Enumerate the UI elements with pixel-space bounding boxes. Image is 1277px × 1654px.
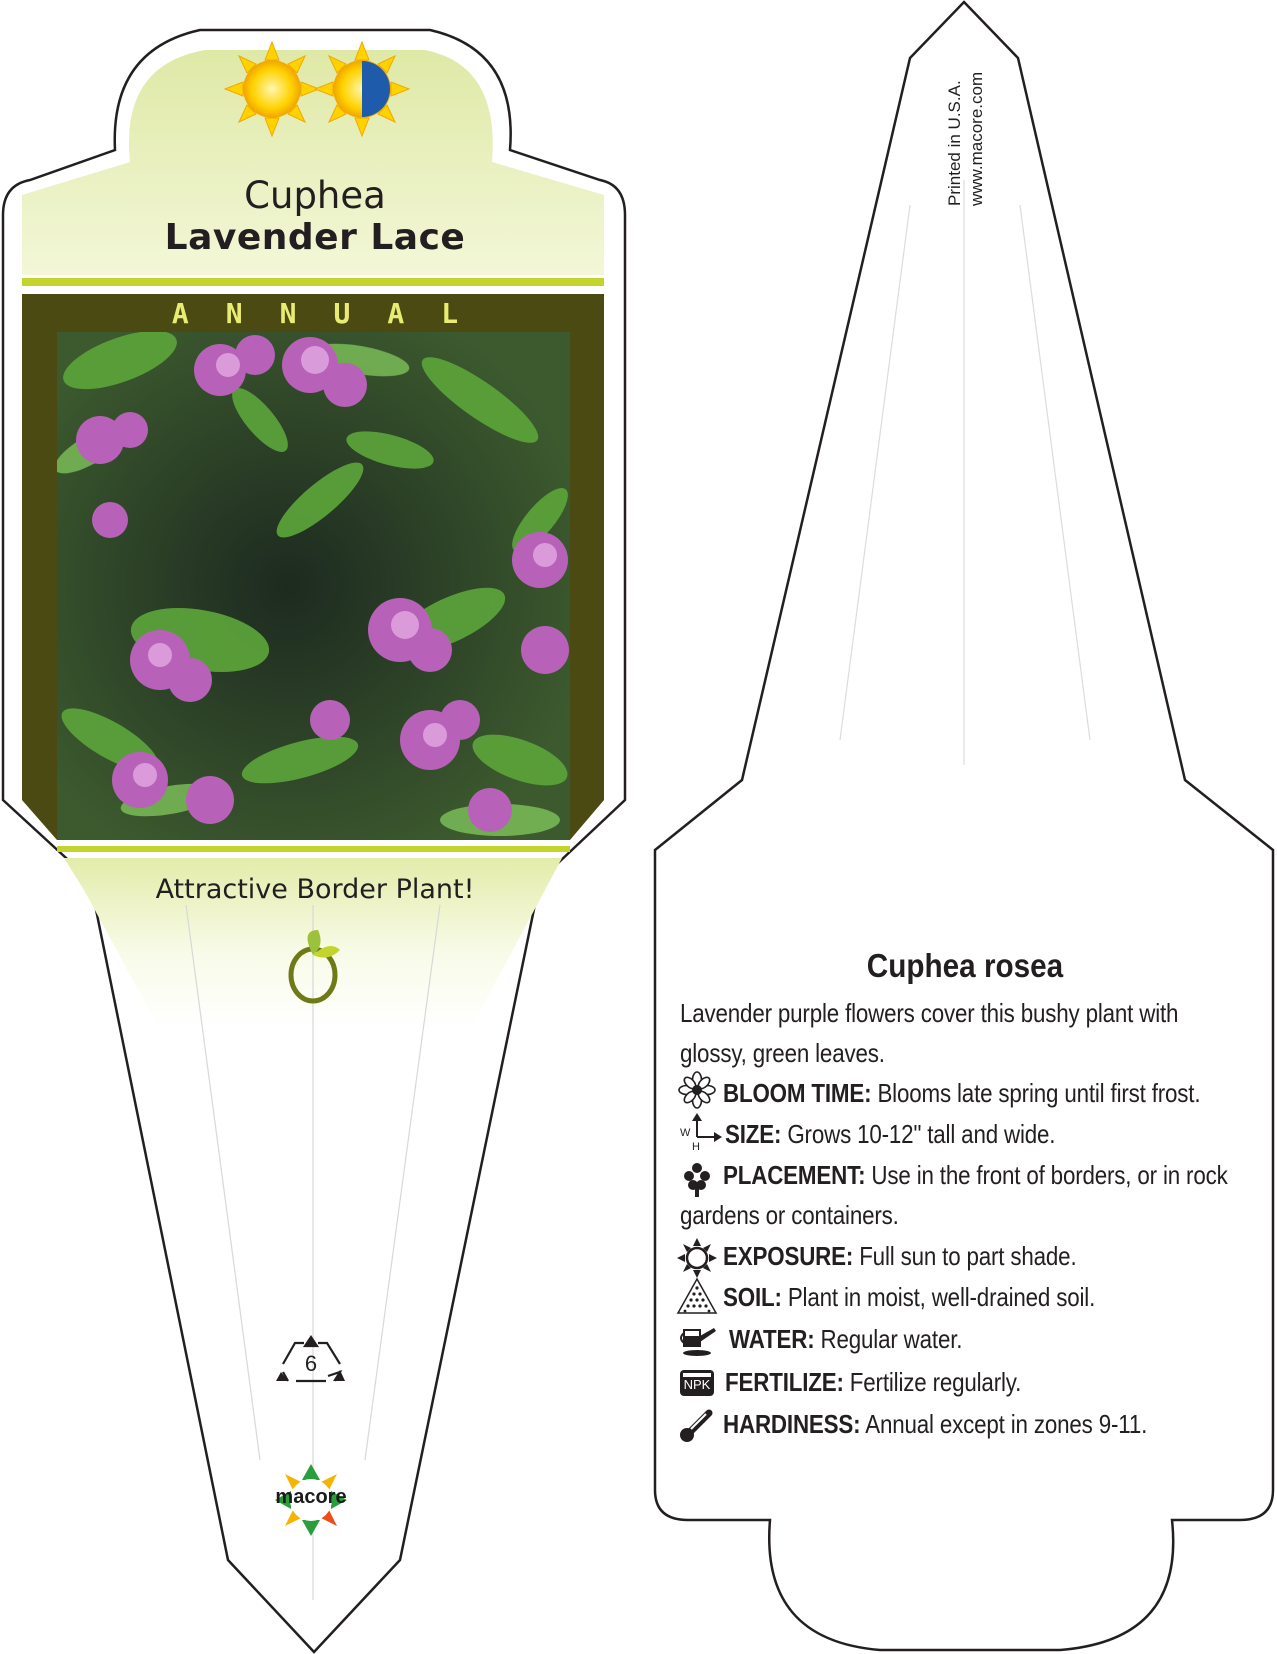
npk-letters: NPK: [683, 1377, 711, 1392]
green-band: [22, 278, 604, 286]
water-label: WATER:: [729, 1324, 815, 1354]
tagline: Attractive Border Plant!: [155, 874, 475, 905]
placement-continued: gardens or containers.: [680, 1200, 899, 1230]
part-sun-icon: [315, 42, 409, 136]
front-tag: [3, 30, 625, 1652]
size-label: SIZE:: [725, 1119, 782, 1149]
description-line-1: Lavender purple flowers cover this bushy plant with: [680, 998, 1179, 1028]
fertilize-row: [725, 1366, 1232, 1398]
website: www.macore.com: [967, 71, 986, 206]
soil-row: [723, 1281, 1230, 1313]
back-tag: [655, 2, 1273, 1650]
bloom-time-row: [723, 1077, 1230, 1109]
exposure-label: EXPOSURE:: [723, 1241, 854, 1271]
fertilize-text: Fertilize regularly.: [843, 1367, 1022, 1397]
fertilize-label: FERTILIZE:: [725, 1367, 844, 1397]
description-line-2: glossy, green leaves.: [680, 1038, 885, 1068]
size-icon-h: H: [692, 1141, 700, 1153]
hardiness-label: HARDINESS:: [723, 1409, 861, 1439]
size-row: [725, 1118, 1232, 1150]
size-icon-w: W: [680, 1127, 691, 1139]
plant-category: ANNUAL: [171, 297, 496, 330]
cultivar-name: Lavender Lace: [164, 217, 466, 258]
recycle-number: 6: [304, 1351, 318, 1376]
plant-photo: [48, 319, 576, 840]
exposure-text: Full sun to part shade.: [853, 1241, 1077, 1271]
sun-icon: [677, 1238, 717, 1278]
soil-text: Plant in moist, well-drained soil.: [781, 1282, 1096, 1312]
placement-text: Use in the front of borders, or in rock: [865, 1160, 1228, 1190]
size-text: Grows 10-12" tall and wide.: [781, 1119, 1056, 1149]
hardiness-row: [723, 1408, 1230, 1440]
genus-name: Cuphea: [244, 174, 386, 217]
bloom-time-text: Blooms late spring until first frost.: [871, 1078, 1201, 1108]
printed-notice: [944, 72, 988, 206]
water-row: [729, 1323, 1236, 1355]
printed-in: Printed in U.S.A.: [945, 80, 964, 206]
brand-name: macore: [275, 1486, 347, 1508]
exposure-row: [723, 1240, 1230, 1272]
hardiness-text: Annual except in zones 9-11.: [860, 1409, 1148, 1439]
bloom-time-label: BLOOM TIME:: [723, 1078, 872, 1108]
species-name: Cuphea rosea: [866, 947, 1064, 984]
soil-label: SOIL:: [723, 1282, 782, 1312]
placement-label: PLACEMENT:: [723, 1160, 866, 1190]
water-text: Regular water.: [814, 1324, 963, 1354]
placement-row: [723, 1159, 1230, 1191]
full-sun-icon: [225, 42, 319, 136]
